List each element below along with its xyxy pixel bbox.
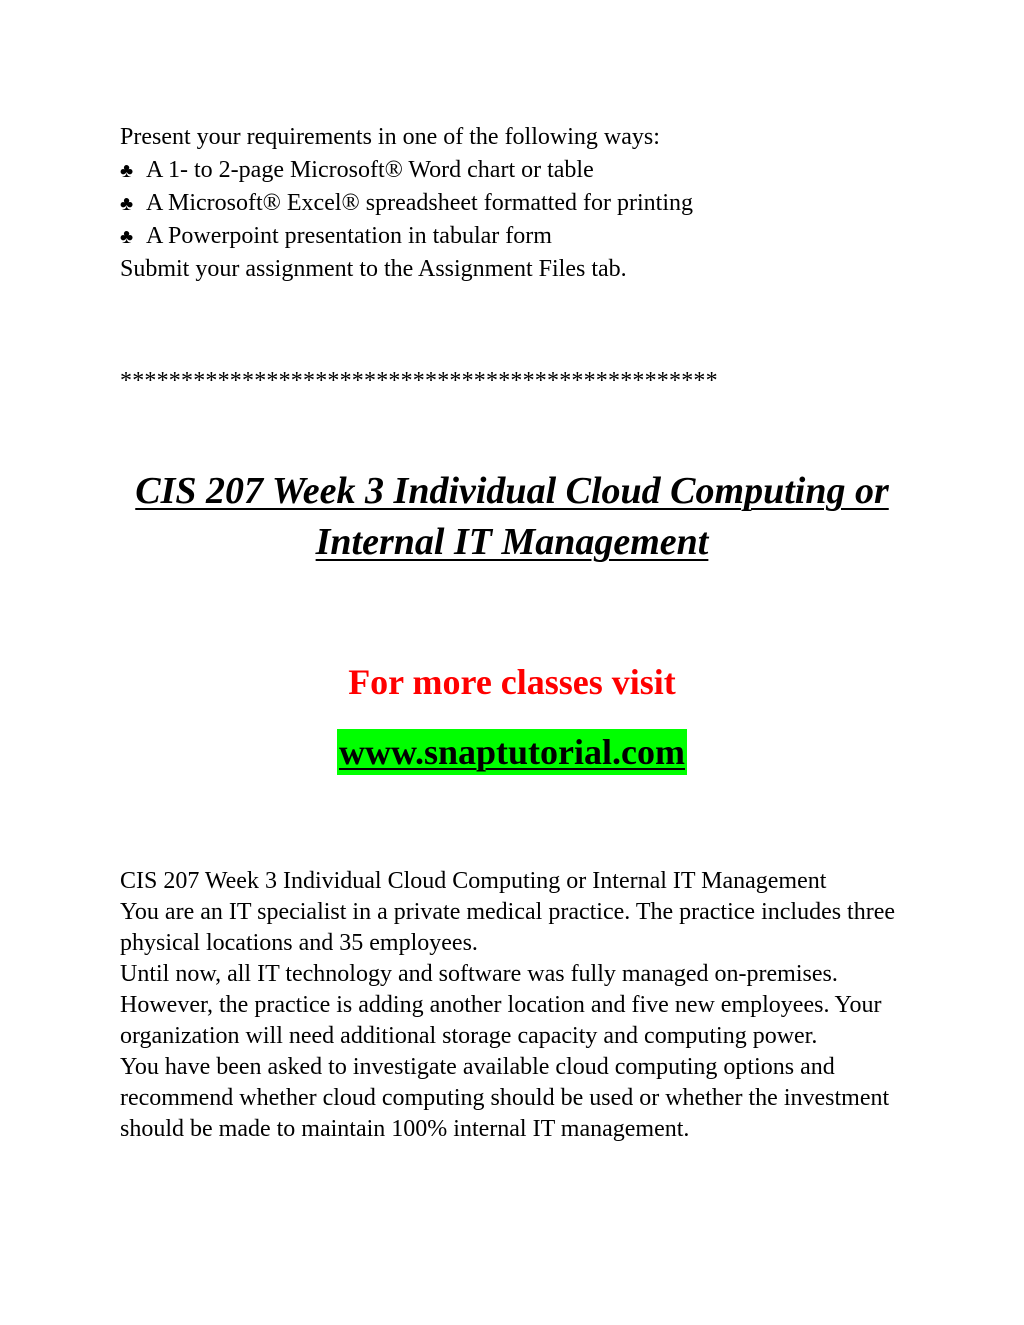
requirement-item [120, 187, 910, 220]
club-bullet-icon: ♣ [120, 160, 134, 182]
requirement-text: A Powerpoint presentation in tabular form [146, 223, 552, 249]
club-bullet-icon: ♣ [120, 193, 134, 215]
website-link-wrap [0, 729, 1024, 775]
requirement-text: A Microsoft® Excel® spreadsheet formatted for printing [146, 190, 693, 216]
asterisk-separator: ************************************************* [120, 368, 718, 394]
submit-instruction: Submit your assignment to the Assignment Files tab. [120, 256, 627, 282]
requirement-item [120, 220, 910, 253]
page-title: CIS 207 Week 3 Individual Cloud Computing or Internal IT Management [135, 470, 889, 563]
requirement-item [120, 154, 910, 187]
paragraph: Until now, all IT technology and software was fully managed on-premises. However, the practice is adding another location and five new employees. Your organization will need additional storage capacity and computing power. [120, 961, 882, 1049]
paragraph: You are an IT specialist in a private medical practice. The practice includes three physical locations and 35 employees. [120, 899, 896, 956]
requirements-section [120, 121, 910, 286]
paragraph: You have been asked to investigate available cloud computing options and recommend whether cloud computing should be used or whether the investment should be made to maintain 100% internal IT management. [120, 1054, 890, 1142]
visit-text: For more classes visit [348, 662, 676, 702]
website-link[interactable]: www.snaptutorial.com [337, 729, 687, 775]
requirements-lead: Present your requirements in one of the following ways: [120, 124, 660, 150]
assignment-heading: CIS 207 Week 3 Individual Cloud Computing or Internal IT Management [120, 868, 827, 894]
assignment-description [120, 866, 910, 1145]
requirement-text: A 1- to 2-page Microsoft® Word chart or table [146, 157, 594, 183]
club-bullet-icon: ♣ [120, 226, 134, 248]
